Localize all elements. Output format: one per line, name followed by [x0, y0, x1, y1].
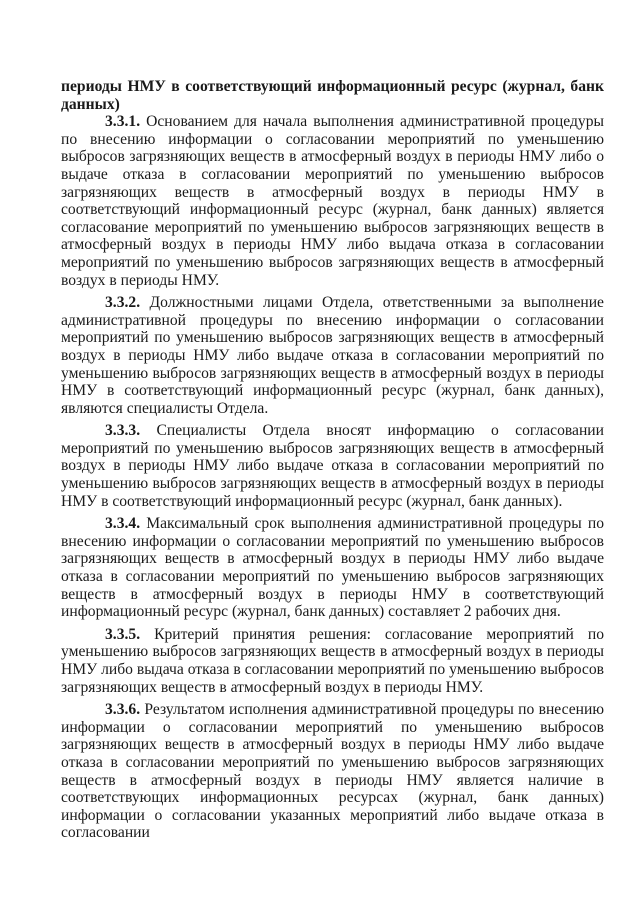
- paragraph-number: 3.3.4.: [105, 515, 141, 533]
- paragraph-3-3-2: [61, 294, 604, 417]
- paragraph-text: Основанием для начала выполнения административной процедуры по внесению информации о согласовании мероприятий по уменьшению выбросов загрязняющих веществ в атмосферный воздух в периоды НМУ либо о выдаче отказа в согласовании мероприятий по уменьшению выбросов загрязняющих веществ в атмосферный воздух в периоды НМУ в соответствующий информационный ресурс (журнал, банк данных) является согласование мероприятий по уменьшению выбросов загрязняющих веществ в атмосферный воздух в периоды НМУ либо выдача отказа в согласовании мероприятий по уменьшению выбросов загрязняющих веществ в атмосферный воздух в периоды НМУ.: [61, 113, 604, 289]
- paragraph-text: Максимальный срок выполнения административной процедуры по внесению информации о согласовании мероприятий по уменьшению выбросов загрязняющих веществ в атмосферный воздух в периоды НМУ либо выдаче отказа в согласовании мероприятий по уменьшению выбросов загрязняющих веществ в атмосферный воздух в периоды НМУ в соответствующий информационный ресурс (журнал, банк данных) составляет 2 рабочих дня.: [61, 515, 604, 621]
- paragraph-3-3-4: [61, 515, 604, 621]
- paragraph-text: Результатом исполнения административной процедуры по внесению информации о согласовании мероприятий по уменьшению выбросов загрязняющих веществ в атмосферный воздух в периоды НМУ либо выдаче отказа в согласовании мероприятий по уменьшению выбросов загрязняющих веществ в атмосферный воздух в периоды НМУ является наличие в соответствующих информационных ресурсах (журнал, банк данных) информации о согласовании указанных мероприятий либо выдаче отказа в согласовании: [61, 701, 604, 842]
- paragraph-3-3-1: [61, 113, 604, 289]
- paragraph-text: Специалисты Отдела вносят информацию о согласовании мероприятий по уменьшению выбросов загрязняющих веществ в атмосферный воздух в периоды НМУ либо выдаче отказа в согласовании мероприятий по уменьшению выбросов загрязняющих веществ в атмосферный воздух в периоды НМУ в соответствующий информационный ресурс (журнал, банк данных).: [61, 422, 604, 510]
- paragraph-number: 3.3.2.: [105, 294, 141, 312]
- paragraph-text: Должностными лицами Отдела, ответственными за выполнение административной процедуры по внесению информации о согласовании мероприятий по уменьшению выбросов загрязняющих веществ в атмосферный воздух в периоды НМУ либо выдаче отказа в согласовании мероприятий по уменьшению выбросов загрязняющих веществ в атмосферный воздух в периоды НМУ в соответствующий информационный ресурс (журнал, банк данных), являются специалисты Отдела.: [61, 294, 604, 417]
- section-heading: периоды НМУ в соответствующий информационный ресурс (журнал, банк данных): [61, 78, 604, 113]
- paragraph-text: Критерий принятия решения: согласование мероприятий по уменьшению выбросов загрязняющих веществ в атмосферный воздух в периоды НМУ либо выдача отказа в согласовании мероприятий по уменьшению выбросов загрязняющих веществ в атмосферный воздух в периоды НМУ.: [61, 625, 605, 696]
- paragraph-3-3-5: [61, 626, 604, 696]
- paragraph-number: 3.3.3.: [105, 422, 141, 440]
- paragraph-number: 3.3.6.: [105, 701, 141, 719]
- paragraph-number: 3.3.5.: [105, 625, 141, 643]
- document-page: [61, 78, 604, 842]
- paragraph-3-3-3: [61, 422, 604, 510]
- paragraph-3-3-6: [61, 701, 604, 842]
- paragraph-number: 3.3.1.: [105, 113, 141, 131]
